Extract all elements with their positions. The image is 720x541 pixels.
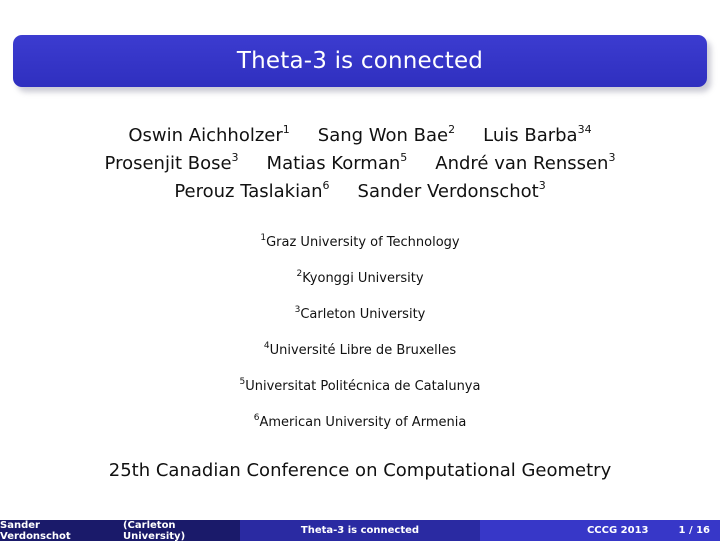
- affiliation-number: 3: [294, 305, 301, 315]
- affiliation-number: 6: [253, 413, 260, 423]
- author-name: Sang Won Bae: [317, 125, 449, 146]
- footer-institute: (Carleton University): [122, 519, 186, 541]
- author-line: [0, 178, 720, 206]
- author-affiliation-mark: 3: [538, 179, 546, 192]
- author-name: André van Renssen: [435, 153, 609, 174]
- footer-conference: CCCG 2013: [586, 525, 649, 536]
- affiliation-name: American University of Armenia: [259, 415, 467, 430]
- affiliation: [0, 341, 720, 377]
- author: [435, 153, 615, 174]
- author-affiliation-mark: 34: [577, 123, 592, 136]
- affiliation-name: Universitat Politécnica de Catalunya: [245, 379, 481, 394]
- affiliation: [0, 233, 720, 269]
- author-affiliation-mark: 3: [608, 151, 616, 164]
- author-affiliation-mark: 2: [448, 123, 456, 136]
- title-bar: [13, 35, 707, 87]
- footer-author-section[interactable]: [0, 520, 240, 541]
- affiliation: [0, 269, 720, 305]
- affiliation: [0, 413, 720, 449]
- author-affiliation-mark: 5: [400, 151, 408, 164]
- footer-bar: [0, 520, 720, 541]
- author-affiliation-mark: 1: [282, 123, 290, 136]
- affiliation: [0, 305, 720, 341]
- author-name: Oswin Aichholzer: [128, 125, 283, 146]
- affiliation-number: 5: [239, 377, 246, 387]
- affiliation: [0, 377, 720, 413]
- author-affiliation-mark: 3: [231, 151, 239, 164]
- author-line: [0, 150, 720, 178]
- author: [105, 153, 239, 174]
- footer-title-section[interactable]: [240, 520, 480, 541]
- affiliation-name: Graz University of Technology: [266, 235, 460, 250]
- slide-title: Theta-3 is connected: [236, 48, 484, 74]
- affiliation-number: 1: [260, 233, 267, 243]
- author-name: Perouz Taslakian: [174, 181, 323, 202]
- affiliation-number: 2: [296, 269, 303, 279]
- author-name: Prosenjit Bose: [104, 153, 232, 174]
- affiliation-name: Carleton University: [300, 307, 426, 322]
- author: [483, 125, 591, 146]
- author: [318, 125, 455, 146]
- author-affiliation-mark: 6: [322, 179, 330, 192]
- author: [174, 181, 329, 202]
- author-list: [0, 122, 720, 206]
- footer-date-section[interactable]: [480, 520, 720, 541]
- affiliation-name: Kyonggi University: [302, 271, 424, 286]
- conference-name: 25th Canadian Conference on Computational Geometry: [108, 460, 612, 481]
- affiliation-list: [0, 233, 720, 449]
- author: [358, 181, 546, 202]
- affiliation-number: 4: [263, 341, 270, 351]
- author-line: [0, 122, 720, 150]
- author: [128, 125, 289, 146]
- footer-title: Theta-3 is connected: [300, 525, 420, 536]
- author-name: Matias Korman: [266, 153, 401, 174]
- footer-page-number: 1 / 16: [678, 525, 710, 536]
- footer-author: Sander Verdonschot: [0, 519, 71, 541]
- affiliation-name: Université Libre de Bruxelles: [269, 343, 457, 358]
- author-name: Sander Verdonschot: [357, 181, 539, 202]
- author-name: Luis Barba: [483, 125, 578, 146]
- author: [267, 153, 408, 174]
